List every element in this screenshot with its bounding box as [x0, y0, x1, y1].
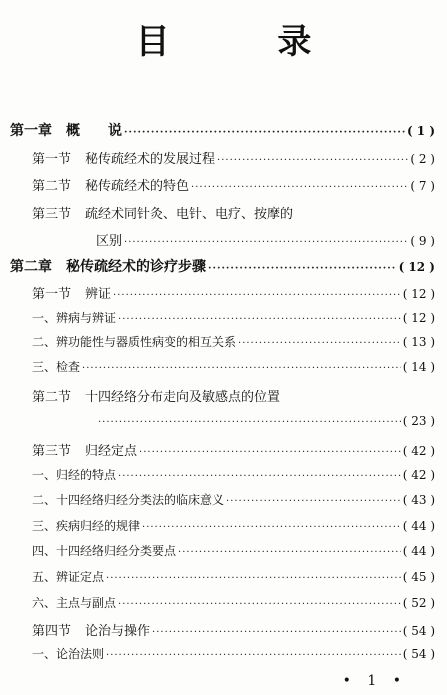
toc-title: 三、疾病归经的规律	[32, 519, 141, 533]
toc-num: 第四节	[32, 624, 72, 639]
toc-item[interactable]	[32, 309, 435, 331]
toc-title: 论治与操作	[85, 624, 151, 639]
toc-section[interactable]	[32, 175, 435, 197]
toc-num: 第一章	[10, 123, 52, 139]
toc-section[interactable]	[32, 283, 435, 305]
toc-page: ( 45 )	[402, 570, 435, 584]
toc-leader	[142, 522, 401, 533]
toc-title: 二、辨功能性与器质性病变的相互关系	[32, 335, 237, 349]
toc-item[interactable]	[32, 491, 435, 513]
toc-item[interactable]	[32, 542, 435, 564]
toc-page: ( 52 )	[402, 596, 435, 610]
toc-title: 三、检查	[32, 360, 81, 374]
toc-item[interactable]	[32, 568, 435, 590]
toc-title: 秘传疏经术的发展过程	[85, 152, 216, 167]
toc-item[interactable]	[32, 358, 435, 380]
toc-leader	[106, 573, 401, 584]
toc-section[interactable]	[32, 386, 435, 408]
toc-item[interactable]	[32, 645, 435, 667]
toc-title: 六、主点与副点	[32, 596, 117, 610]
toc-leader	[124, 237, 408, 248]
toc-leader	[238, 338, 401, 349]
toc-leader	[98, 417, 401, 428]
toc-page: ( 23 )	[402, 414, 435, 428]
toc-item[interactable]	[32, 333, 435, 355]
toc-title: 五、辨证定点	[32, 570, 105, 584]
toc-page: ( 12 )	[402, 311, 435, 325]
toc-item[interactable]	[32, 594, 435, 616]
toc-page: ( 44 )	[402, 544, 435, 558]
toc-page: ( 13 )	[402, 335, 435, 349]
toc-item[interactable]	[32, 466, 435, 488]
toc-page: ( 44 )	[402, 519, 435, 533]
toc-leader	[106, 650, 401, 661]
toc-page: ( 12 )	[398, 260, 435, 274]
toc-num: 第三节	[32, 444, 72, 459]
toc-title: 疏经术同针灸、电针、电疗、按摩的	[85, 207, 294, 222]
toc-section[interactable]	[32, 440, 435, 462]
toc-title: 一、归经的特点	[32, 468, 117, 482]
toc-leader	[208, 263, 397, 274]
toc-page: ( 42 )	[402, 468, 435, 482]
toc-page: ( 7 )	[410, 179, 435, 193]
toc-leader	[226, 496, 401, 507]
toc-num: 第一节	[32, 152, 72, 167]
toc-title: 秘传疏经术的诊疗步骤	[66, 259, 206, 275]
toc-leader	[118, 599, 401, 610]
toc-title: 十四经络分布走向及敏感点的位置	[85, 390, 281, 405]
toc-item[interactable]	[32, 517, 435, 539]
toc-leader	[118, 314, 401, 325]
toc-num: 第二节	[32, 179, 72, 194]
toc-leader	[82, 363, 401, 374]
toc-page: ( 9 )	[410, 234, 435, 248]
toc-page: ( 42 )	[402, 444, 435, 458]
toc-title: 一、辨病与辨证	[32, 311, 117, 325]
toc-page: ( 43 )	[402, 493, 435, 507]
toc-page: ( 12 )	[402, 287, 435, 301]
toc-page: ( 14 )	[402, 360, 435, 374]
toc-section[interactable]	[32, 620, 435, 642]
toc-title: 四、十四经络归经分类要点	[32, 544, 177, 558]
toc-leader	[139, 447, 401, 458]
page-number: • 1 •	[342, 673, 407, 689]
toc-title: 归经定点	[85, 444, 138, 459]
toc-leader	[191, 182, 408, 193]
toc-title: 一、论治法则	[32, 647, 105, 661]
toc-leader	[118, 471, 401, 482]
toc-title: 辨证	[85, 287, 112, 302]
toc-leader	[113, 290, 401, 301]
toc-leader	[152, 627, 401, 638]
toc-num: 第二节	[32, 390, 72, 405]
toc-title: 概 说	[66, 123, 122, 139]
toc-num: 第二章	[10, 259, 52, 275]
toc-section-continued[interactable]	[96, 414, 435, 436]
toc-leader	[124, 127, 405, 138]
toc-section[interactable]	[32, 203, 435, 225]
page-title: 目 录	[135, 22, 360, 62]
toc-section[interactable]	[32, 148, 435, 170]
toc-title: 区别	[96, 234, 123, 249]
toc-chapter-1[interactable]	[10, 120, 435, 142]
toc-page: ( 54 )	[402, 624, 435, 638]
toc-title: 二、十四经络归经分类法的临床意义	[32, 493, 225, 507]
toc-page: ( 2 )	[410, 152, 435, 166]
toc-section-continued[interactable]	[96, 230, 435, 252]
toc-chapter-2[interactable]	[10, 256, 435, 278]
toc-page: ( 1 )	[406, 124, 435, 138]
toc-leader	[178, 547, 401, 558]
toc-num: 第三节	[32, 207, 72, 222]
toc-num: 第一节	[32, 287, 72, 302]
toc-leader	[217, 155, 408, 166]
toc-page: ( 54 )	[402, 647, 435, 661]
toc-title: 秘传疏经术的特色	[85, 179, 190, 194]
